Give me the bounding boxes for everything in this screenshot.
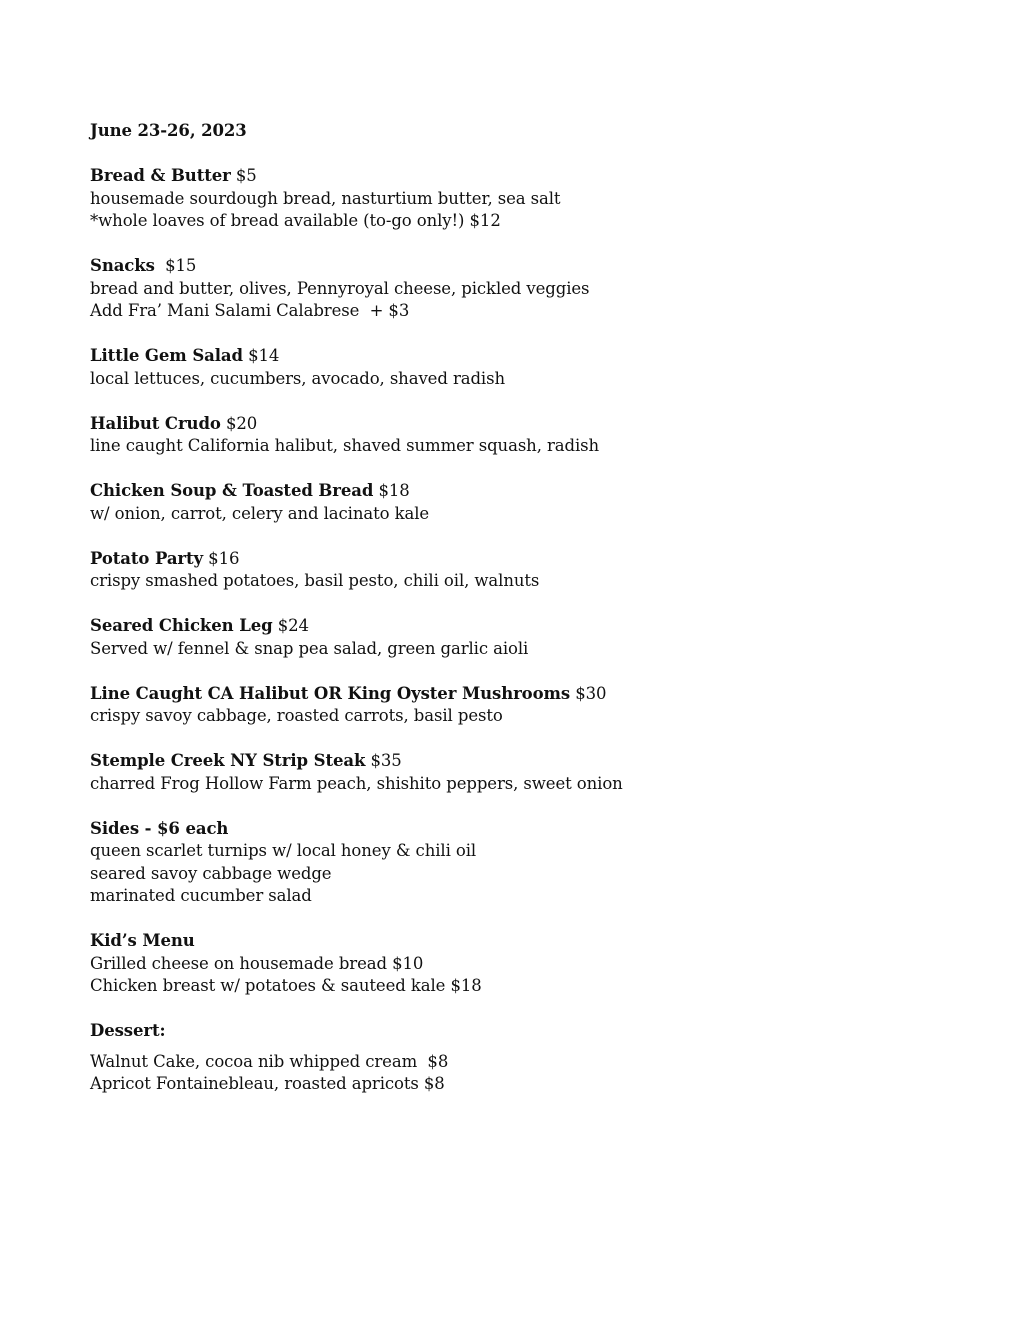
menu-item-heading [90, 548, 950, 571]
menu-item [90, 548, 950, 593]
menu-item-heading [90, 750, 950, 773]
menu-item-description: Served w/ fennel & snap pea salad, green garlic aioli [90, 638, 529, 658]
menu-item-heading [90, 930, 950, 953]
menu-item [90, 818, 950, 908]
menu-item-price: $24 [277, 616, 309, 635]
menu-items [90, 165, 950, 998]
menu-item [90, 413, 950, 458]
menu-item-name: Potato Party [90, 548, 204, 568]
menu-item-name: Bread & Butter [90, 166, 231, 185]
menu-item-name: Line Caught CA Halibut OR King Oyster Mushrooms [90, 683, 571, 703]
menu-item-heading [90, 413, 950, 436]
menu-item-price: $16 [208, 548, 240, 568]
menu-item-description: queen scarlet turnips w/ local honey & chili oil [90, 841, 477, 860]
menu-item-name: Snacks [90, 256, 155, 275]
menu-item-heading [90, 615, 950, 638]
menu-item-heading [90, 480, 950, 503]
menu-item-heading [90, 165, 950, 188]
menu-item-description: housemade sourdough bread, nasturtium butter, sea salt [90, 188, 561, 208]
menu-item [90, 683, 950, 728]
menu-item-description: Chicken breast w/ potatoes & sauteed kale $18 [90, 976, 482, 995]
menu-item-heading [90, 683, 950, 706]
menu-item-price: $14 [248, 346, 280, 365]
dessert-line: Apricot Fontainebleau, roasted apricots $8 [90, 1074, 445, 1093]
menu-item-description: crispy smashed potatoes, basil pesto, chili oil, walnuts [90, 571, 540, 590]
menu-item-description: bread and butter, olives, Pennyroyal cheese, pickled veggies [90, 278, 590, 298]
menu-item-heading [90, 818, 950, 841]
menu-item-description: *whole loaves of bread available (to-go only!) $12 [90, 211, 501, 230]
menu-item-price: $30 [575, 683, 607, 703]
menu-item-price: $15 [159, 256, 197, 275]
menu-item-description: local lettuces, cucumbers, avocado, shaved radish [90, 368, 505, 388]
menu-item [90, 930, 950, 998]
menu-item-description: seared savoy cabbage wedge [90, 863, 332, 883]
menu-item [90, 750, 950, 795]
menu-page [90, 120, 950, 1096]
menu-item [90, 255, 950, 323]
dessert-section [90, 1020, 950, 1096]
menu-date: June 23-26, 2023 [90, 121, 247, 140]
menu-item-heading [90, 345, 950, 368]
menu-item-description: Grilled cheese on housemade bread $10 [90, 953, 424, 973]
dessert-line: Walnut Cake, cocoa nib whipped cream $8 [90, 1051, 449, 1071]
dessert-heading: Dessert: [90, 1021, 166, 1040]
menu-item-price: $20 [225, 413, 258, 433]
menu-item-price: $35 [370, 751, 402, 770]
menu-item [90, 480, 950, 525]
menu-item [90, 615, 950, 660]
dessert-list [90, 1051, 950, 1096]
menu-item-description: crispy savoy cabbage, roasted carrots, basil pesto [90, 706, 503, 725]
menu-item-price: $18 [378, 481, 410, 500]
menu-item-description: charred Frog Hollow Farm peach, shishito peppers, sweet onion [90, 773, 623, 793]
menu-item [90, 345, 950, 390]
menu-item-name: Kid’s Menu [90, 931, 195, 950]
menu-item-name: Sides - $6 each [90, 818, 229, 838]
menu-item-heading [90, 255, 950, 278]
menu-item-description: Add Fra’ Mani Salami Calabrese + $3 [90, 301, 410, 320]
menu-item-name: Chicken Soup & Toasted Bread [90, 481, 374, 500]
menu-item-price: $5 [235, 166, 257, 185]
menu-item-description: w/ onion, carrot, celery and lacinato kale [90, 503, 430, 523]
menu-item-description: marinated cucumber salad [90, 886, 312, 905]
menu-item-name: Little Gem Salad [90, 346, 243, 365]
menu-item-name: Seared Chicken Leg [90, 616, 273, 635]
menu-item [90, 165, 950, 233]
menu-item-name: Stemple Creek NY Strip Steak [90, 751, 366, 770]
menu-item-name: Halibut Crudo [90, 413, 221, 433]
menu-item-description: line caught California halibut, shaved summer squash, radish [90, 436, 600, 455]
